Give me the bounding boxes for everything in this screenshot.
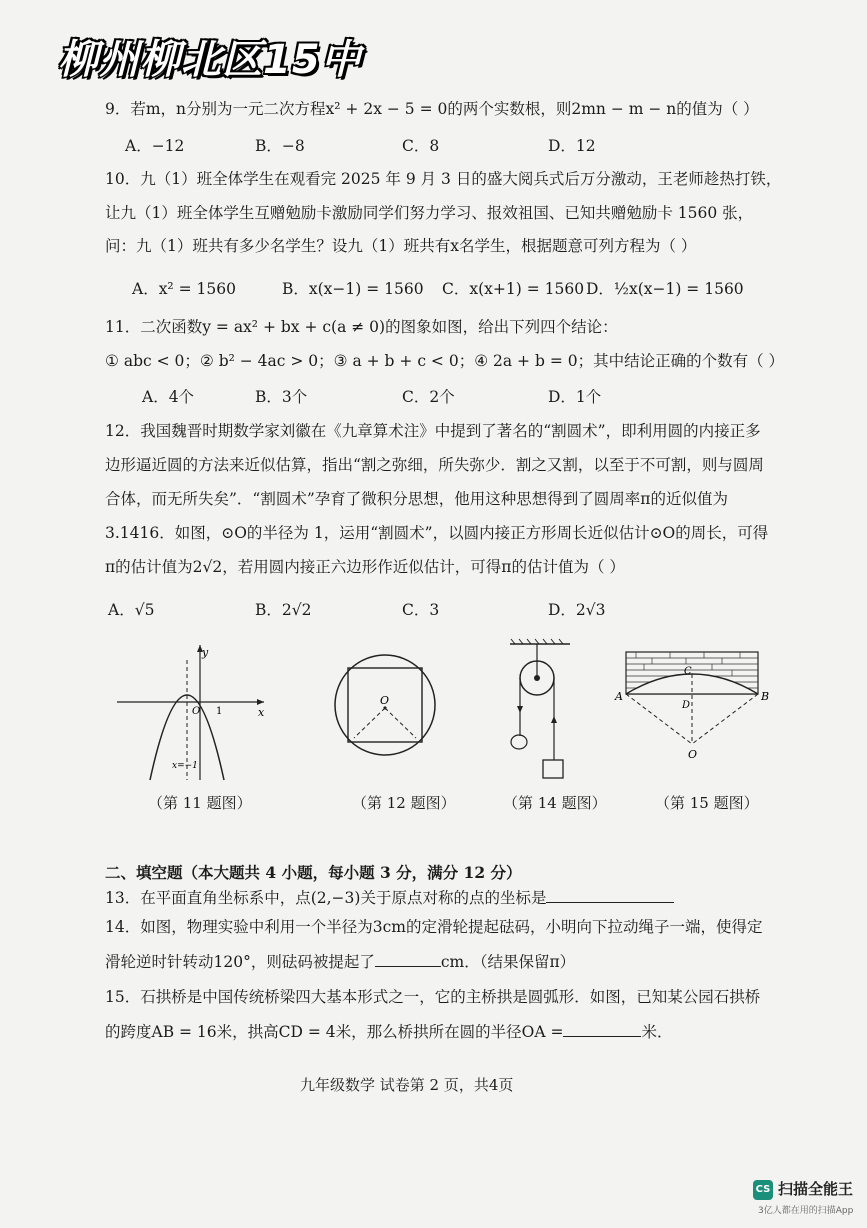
q11-option-c: C．2个 [402, 388, 455, 406]
question-15-text-b: 米． [641, 1023, 673, 1041]
fig11-label-o: O [192, 706, 201, 717]
question-13-text: 13．在平面直角坐标系中，点(2,−3)关于原点对称的点的坐标是 [105, 889, 547, 907]
q9-option-a: A．−12 [125, 137, 185, 155]
question-10-line-3: 问：九（1）班共有多少名学生？设九（1）班共有x名学生，根据题意可列方程为（ ） [105, 237, 697, 255]
q14-answer-blank[interactable] [375, 950, 441, 967]
q10-option-d: D．½x(x−1) = 1560 [586, 280, 744, 298]
figure-15-arch-bridge [612, 648, 772, 763]
q12-option-c: C．3 [402, 601, 440, 619]
q11-option-a: A．4个 [142, 388, 195, 406]
fig11-label-y: y [202, 646, 209, 659]
q9-option-d: D．12 [548, 137, 596, 155]
question-12-line-5: π的估计值为2√2，若用圆内接正六边形作近似估计，可得π的估计值为（ ） [105, 558, 625, 576]
question-14-text-b: cm．（结果保留π） [440, 953, 576, 971]
question-11-line-1: 11．二次函数y = ax² + bx + c(a ≠ 0)的图象如图，给出下列四个结论： [105, 318, 618, 336]
fig11-label-1: 1 [216, 706, 223, 717]
fig15-label-b: B [761, 690, 770, 703]
q12-option-b: B．2√2 [255, 601, 312, 619]
q11-option-b: B．3个 [255, 388, 308, 406]
question-14-line-1: 14．如图，物理实验中利用一个半径为3cm的定滑轮提起砝码，小明向下拉动绳子一端，使得定 [105, 918, 763, 936]
question-12-line-1: 12．我国魏晋时期数学家刘徽在《九章算术注》中提到了著名的“割圆术”，即利用圆的内接正多 [105, 422, 761, 440]
q10-option-c: C．x(x+1) = 1560 [442, 280, 585, 298]
camscanner-tagline: 3亿人都在用的扫描App [758, 1206, 854, 1216]
page-footer: 九年级数学 试卷第 2 页，共4页 [300, 1076, 514, 1094]
figure-11-parabola [112, 640, 272, 785]
camscanner-logo-icon: CS [753, 1180, 773, 1200]
question-10-line-2: 让九（1）班全体学生互赠勉励卡激励同学们努力学习、报效祖国、已知共赠勉励卡 1560 张， [105, 204, 754, 222]
q9-option-c: C．8 [402, 137, 440, 155]
figure-11-caption: （第 11 题图） [148, 794, 252, 812]
question-11-line-2: ① abc < 0；② b² − 4ac > 0；③ a + b + c < 0；④ 2a + b = 0；其中结论正确的个数有（ ） [105, 352, 785, 370]
q11-option-d: D．1个 [548, 388, 602, 406]
fig11-label-axis: x=−1 [172, 761, 198, 771]
q13-answer-blank[interactable] [546, 886, 674, 903]
question-15-line-2 [105, 1020, 672, 1043]
fig15-label-a: A [615, 690, 623, 703]
question-9: 9．若m，n分别为一元二次方程x² + 2x − 5 = 0的两个实数根，则2mn − m − n的值为（ ） [105, 100, 759, 118]
question-14-line-2 [105, 950, 575, 973]
question-15-text-a: 的跨度AB = 16米，拱高CD = 4米，那么桥拱所在圆的半径OA = [105, 1023, 564, 1041]
figure-14-caption: （第 14 题图） [503, 794, 607, 812]
question-12-line-4: 3.1416．如图，⊙O的半径为 1，运用“割圆术”，以圆内接正方形周长近似估计⊙O的周长，可得 [105, 524, 769, 542]
fig15-label-c: C [684, 666, 692, 677]
q9-option-b: B．−8 [255, 137, 305, 155]
question-15-line-1: 15．石拱桥是中国传统桥梁四大基本形式之一，它的主桥拱是圆弧形．如图，已知某公园石拱桥 [105, 988, 761, 1006]
q12-option-a: A．√5 [108, 601, 155, 619]
camscanner-app-name: 扫描全能王 [778, 1180, 854, 1198]
figure-12-caption: （第 12 题图） [352, 794, 456, 812]
fig15-label-o: O [688, 748, 698, 761]
question-14-text-a: 滑轮逆时针转动120°，则砝码被提起了 [105, 953, 375, 971]
fig11-label-x: x [258, 706, 265, 719]
question-12-line-3: 合体，而无所失矣”．“割圆术”孕育了微积分思想，他用这种思想得到了圆周率π的近似值为 [105, 490, 728, 508]
fig12-label-o: O [380, 694, 390, 707]
figure-12-circle-square [330, 650, 440, 760]
figure-14-pulley [495, 638, 585, 783]
q10-option-a: A．x² = 1560 [132, 280, 236, 298]
section-2-title: 二、填空题（本大题共 4 小题，每小题 3 分，满分 12 分） [105, 863, 522, 882]
figure-15-caption: （第 15 题图） [655, 794, 759, 812]
q12-option-d: D．2√3 [548, 601, 606, 619]
question-13 [105, 886, 674, 909]
q10-option-b: B．x(x−1) = 1560 [282, 280, 424, 298]
fig15-label-d: D [682, 700, 691, 711]
school-banner: 柳州柳北区15中 [58, 37, 362, 83]
question-10-line-1: 10．九（1）班全体学生在观看完 2025 年 9 月 3 日的盛大阅兵式后万分激动，王老师趁热打铁， [105, 170, 782, 188]
question-12-line-2: 边形逼近圆的方法来近似估算，指出“割之弥细，所失弥少．割之又割，以至于不可割，则与圆周 [105, 456, 764, 474]
q15-answer-blank[interactable] [563, 1020, 641, 1037]
